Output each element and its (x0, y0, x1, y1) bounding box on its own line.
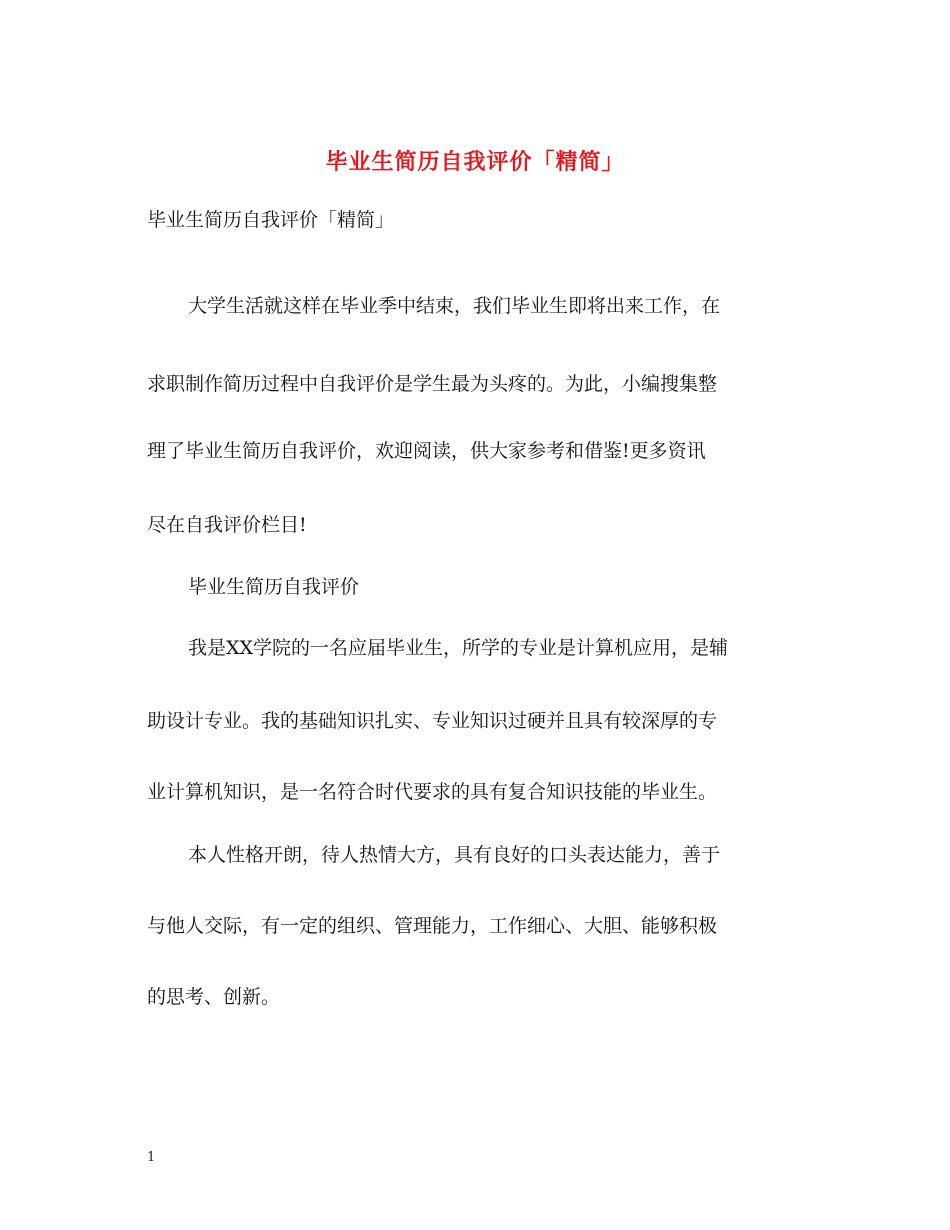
document-title: 毕业生简历自我评价「精简」 (325, 149, 625, 175)
paragraph1-line-1: 我是XX学院的一名应届毕业生，所学的专业是计算机应用，是辅 (188, 637, 729, 659)
paragraph2-line-1: 本人性格开朗，待人热情大方，具有良好的口头表达能力，善于 (188, 844, 721, 866)
intro-line-4: 尽在自我评价栏目! (147, 514, 307, 536)
paragraph1-line-3: 业计算机知识，是一名符合时代要求的具有复合知识技能的毕业生。 (147, 781, 718, 803)
page-number: 1 (147, 1150, 156, 1165)
paragraph2-line-2: 与他人交际，有一定的组织、管理能力，工作细心、大胆、能够积极 (147, 915, 718, 937)
section-heading: 毕业生简历自我评价 (188, 576, 360, 598)
document-subtitle: 毕业生简历自我评价「精简」 (147, 209, 395, 231)
intro-line-3: 理了毕业生简历自我评价，欢迎阅读，供大家参考和借鉴!更多资讯 (147, 440, 706, 462)
intro-line-2: 求职制作简历过程中自我评价是学生最为头疼的。为此，小编搜集整 (147, 373, 718, 395)
intro-line-1: 大学生活就这样在毕业季中结束，我们毕业生即将出来工作，在 (188, 295, 721, 317)
paragraph1-line-2: 助设计专业。我的基础知识扎实、专业知识过硬并且具有较深厚的专 (147, 710, 718, 732)
paragraph2-line-3: 的思考、创新。 (147, 986, 281, 1008)
